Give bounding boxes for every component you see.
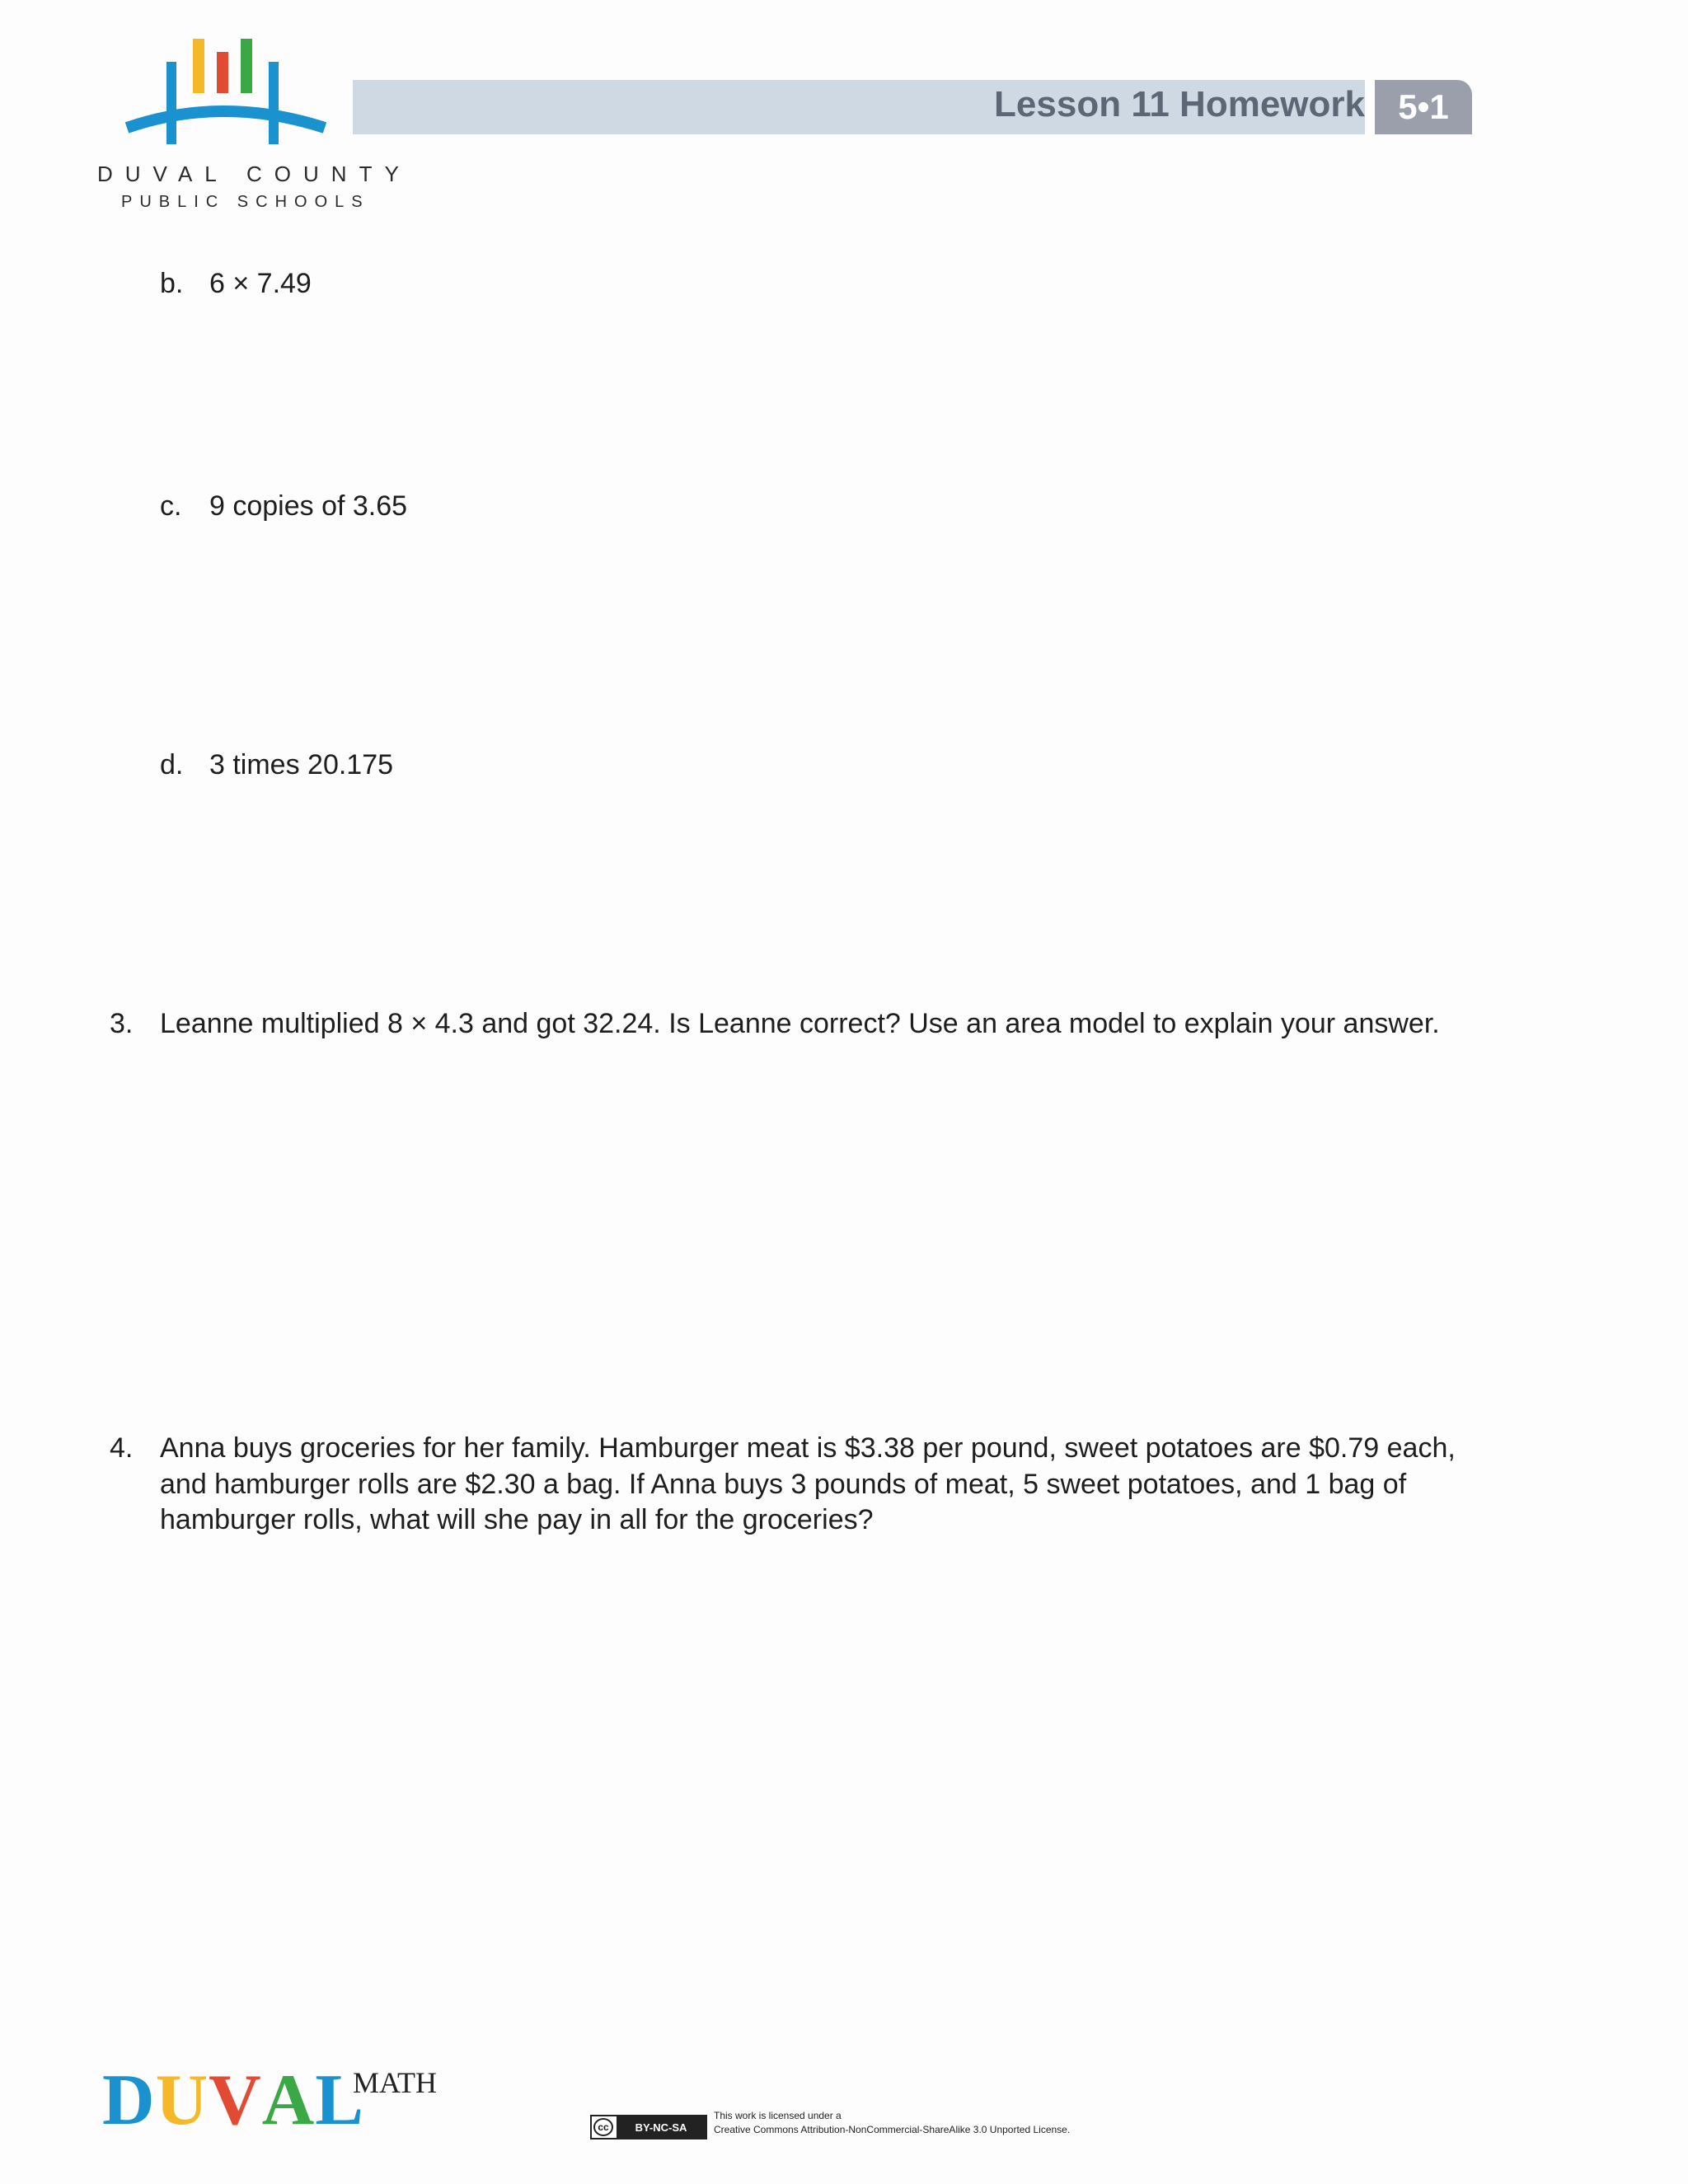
logo-bar-blue-right	[269, 62, 279, 144]
problem-d-label: d.	[160, 749, 184, 780]
cc-license-badge[interactable]	[590, 2115, 707, 2139]
logo-bar-green	[241, 39, 252, 93]
duval-math-logo	[102, 2059, 364, 2142]
cc-license-label: BY-NC-SA	[617, 2116, 706, 2138]
question-3-text: Leanne multiplied 8 × 4.3 and got 32.24. Is Leanne correct? Use an area model to explain your answer.	[160, 1008, 1440, 1039]
cc-icon: cc	[593, 2118, 613, 2136]
lesson-title: Lesson 11 Homework	[994, 84, 1365, 124]
duval-letter-d: D	[102, 2060, 156, 2140]
question-4-line1: Anna buys groceries for her family. Hamburger meat is $3.38 per pound, sweet potatoes are $0.79 each,	[160, 1432, 1456, 1464]
problem-d-text: 3 times 20.175	[209, 749, 394, 780]
license-link[interactable]: Creative Commons Attribution-NonCommercial-ShareAlike 3.0 Unported License.	[714, 2124, 1071, 2135]
problem-b-text: 6 × 7.49	[209, 268, 312, 299]
problem-c-label: c.	[160, 490, 182, 522]
module-badge: 5•1	[1375, 80, 1472, 134]
logo-bar-yellow	[193, 39, 204, 93]
district-name-line1: DUVAL COUNTY	[97, 162, 411, 186]
question-4-line2: and hamburger rolls are $2.30 a bag. If Anna buys 3 pounds of meat, 5 sweet potatoes, and 1 bag of	[160, 1469, 1407, 1500]
logo-bridge-arch	[127, 111, 325, 128]
district-name-line2: PUBLIC SCHOOLS	[121, 193, 370, 211]
problem-c-text: 9 copies of 3.65	[209, 490, 408, 522]
question-3-number: 3.	[110, 1008, 134, 1039]
question-4-line3: hamburger rolls, what will she pay in all for the groceries?	[160, 1504, 874, 1535]
question-4-number: 4.	[110, 1432, 134, 1464]
duval-letter-v: V	[209, 2060, 262, 2140]
logo-bar-red	[217, 52, 228, 93]
duval-letter-a: A	[261, 2060, 316, 2140]
problem-b-label: b.	[160, 268, 184, 299]
logo-bar-blue-left	[166, 62, 176, 144]
math-label: MATH	[353, 2066, 438, 2099]
duval-letter-u: U	[155, 2060, 209, 2140]
district-logo-icon	[124, 37, 330, 148]
license-text-line1: This work is licensed under a	[714, 2110, 842, 2121]
duval-letter-l: L	[315, 2060, 364, 2140]
